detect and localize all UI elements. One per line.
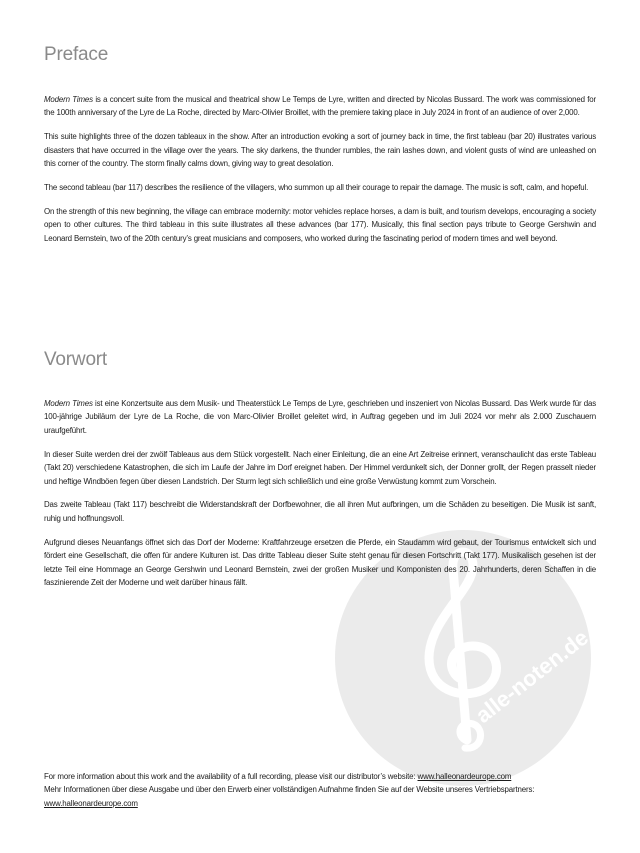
preface-paragraph-4: On the strength of this new beginning, the village can embrace modernity: motor vehicles replace horses, a dam is built, and tourism develops, encouraging a society open to other cultures. The third tableau in this suite illustrates all these advances (bar 177). Musically, this final section pays tribute to George Gershwin and Leonard Bernstein, two of the 20th century’s great musicians and composers, who worked during the fascinating period of modern times and well beyond. <box>44 206 596 243</box>
watermark-text: alle-noten.de <box>470 624 593 728</box>
footer-english-text: For more information about this work and the availability of a full recording, please visit our distributor’s website: <box>44 772 418 781</box>
footer-german <box>44 783 604 810</box>
work-title: Modern Times <box>44 95 93 104</box>
preface-paragraph-3: The second tableau (bar 117) describes the resilience of the villagers, who summon up all their courage to repair the damage. The music is soft, calm, and hopeful. <box>44 183 589 193</box>
preface-section <box>44 93 596 256</box>
vorwort-heading: Vorwort <box>44 349 108 370</box>
vorwort-paragraph-4: Aufgrund dieses Neuanfangs öffnet sich das Dorf der Moderne: Kraftfahrzeuge ersetzen die Pferde, ein Staudamm wird gebaut, der Tourismus entwickelt sich und fördert eine Gesellschaft, die offen für andere Kulturen ist. Das dritte Tableau dieser Suite steht genau für diesen Fortschritt (Takt 177). Musikalisch gesehen ist der letzte Teil eine Hommage an George Gershwin und Leonard Bernstein, zwei der großen Musiker und Komponisten des 20. Jahrhunderts, deren Schaffen in die faszinierende Zeit der Moderne und weit darüber hinaus fällt. <box>44 537 596 587</box>
distributor-link-de[interactable]: www.halleonardeurope.com <box>44 798 138 808</box>
distributor-link[interactable]: www.halleonardeurope.com <box>417 772 512 781</box>
vorwort-paragraph-2: In dieser Suite werden drei der zwölf Tableaus aus dem Stück vorgestellt. Nach einer Einleitung, die an eine Art Zeitreise erinnert, veranschaulicht das erste Tableau (Takt 20) verschiedene Katastrophen, die sich im Laufe der Jahre im Dorf ereignet haben. Der Himmel verdunkelt sich, der Donner grollt, der Regen prasselt nieder und heftige Windböen fegen über diesen Landstrich. Der Sturm legt sich schließlich und eine große Verwüstung kommt zum Vorschein. <box>44 449 596 486</box>
preface-paragraph-1 <box>44 93 596 120</box>
footer-info <box>44 770 604 810</box>
preface-heading: Preface <box>44 44 109 65</box>
vorwort-paragraph-3: Das zweite Tableau (Takt 117) beschreibt die Widerstandskraft der Dorfbewohner, die all ihren Mut aufbringen, um die Schäden zu beseitigen. Die Musik ist sanft, ruhig und hoffnungsvoll. <box>44 500 596 523</box>
vorwort-paragraph-1 <box>44 397 596 437</box>
preface-paragraph-2: This suite highlights three of the dozen tableaux in the show. After an introduction evoking a sort of journey back in time, the first tableau (bar 20) illustrates various disasters that have occurred in the village over the years. The sky darkens, the thunder rumbles, the rain lashes down, and violent gusts of wind are unleashed on this corner of the country. The storm finally calms down, giving way to great desolation. <box>44 132 596 169</box>
vorwort-paragraph-1-text: ist eine Konzertsuite aus dem Musik- und Theaterstück Le Temps de Lyre, geschrieben und inszeniert von Nicolas Bussard. Das Werk wurde für das 100-jährige Jubiläum der Lyre de La Roche, die von Marc-Olivier Broillet geleitet wird, in Auftrag gegeben und im Juli 2024 vor mehr als 2.000 Zuschauern uraufgeführt. <box>44 399 596 435</box>
preface-paragraph-1-text: is a concert suite from the musical and theatrical show Le Temps de Lyre, written and directed by Nicolas Bussard. The work was commissioned for the 100th anniversary of the Lyre de La Roche, directed by Marc-Olivier Broillet, with the premiere taking place in July 2024 in front of an audience of over 2,000. <box>44 95 597 118</box>
work-title-de: Modern Times <box>44 399 93 408</box>
footer-german-text: Mehr Informationen über diese Ausgabe und über den Erwerb einer vollständigen Aufnahme finden Sie auf der Website unseres Vertriebspartners: <box>44 785 535 795</box>
footer-english <box>44 770 604 783</box>
vorwort-section <box>44 397 596 600</box>
